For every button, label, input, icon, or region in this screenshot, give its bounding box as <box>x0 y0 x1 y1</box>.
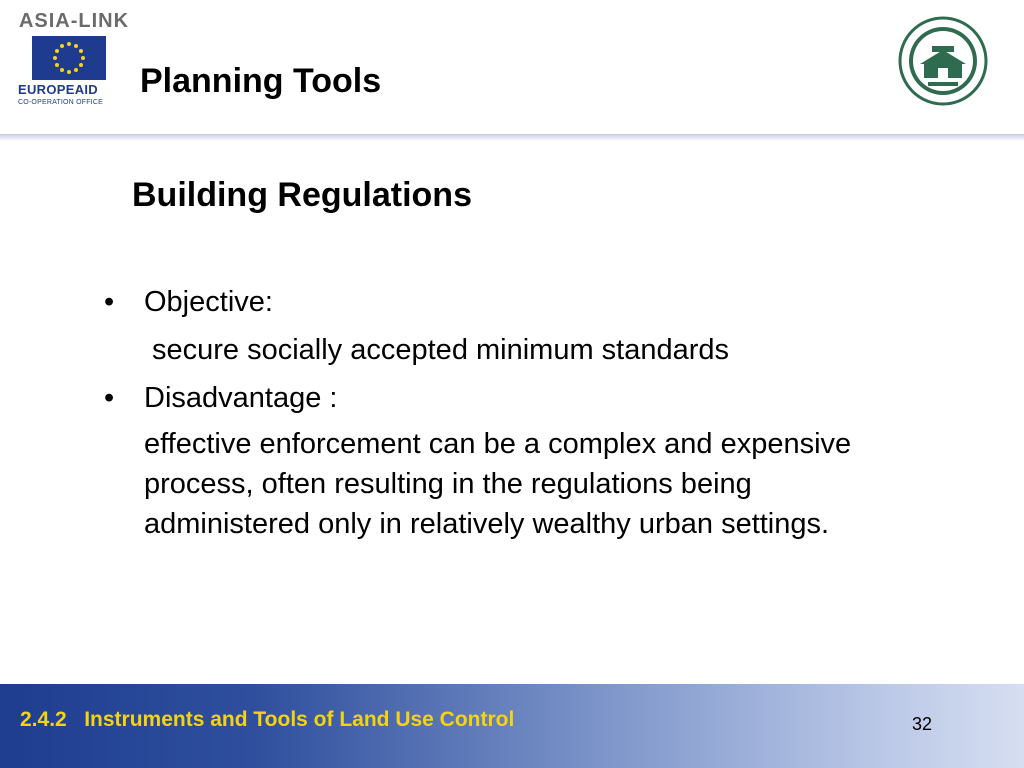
bullet-label: Objective: <box>144 286 273 318</box>
slide-content <box>104 282 904 544</box>
university-seal-icon <box>898 16 988 106</box>
page-number: 32 <box>912 714 933 734</box>
bullet-label: Disadvantage : <box>144 382 338 414</box>
asia-link-logo <box>12 8 136 108</box>
bullet-disadvantage <box>104 378 904 418</box>
eu-flag-icon <box>32 36 106 80</box>
europeaid-logo-text: EUROPEAID <box>18 82 98 97</box>
asia-link-logo-text: ASIA-LINK <box>18 10 130 32</box>
bullet-objective <box>104 282 904 322</box>
page-title: Planning Tools <box>140 62 382 100</box>
bullet-detail: effective enforcement can be a complex and expensive process, often resulting in the regulations being administered only in relatively wealthy urban settings. <box>144 428 852 540</box>
header-divider <box>0 134 1024 141</box>
footer-bar <box>0 684 1024 768</box>
bullet-icon: • <box>104 286 115 318</box>
footer-section-label: 2.4.2 Instruments and Tools of Land Use Control <box>20 708 515 731</box>
bullet-icon: • <box>104 382 115 414</box>
bullet-detail: secure socially accepted minimum standards <box>152 334 730 366</box>
cooperation-office-text: CO-OPERATION OFFICE <box>18 99 103 106</box>
slide-subtitle: Building Regulations <box>132 176 472 214</box>
